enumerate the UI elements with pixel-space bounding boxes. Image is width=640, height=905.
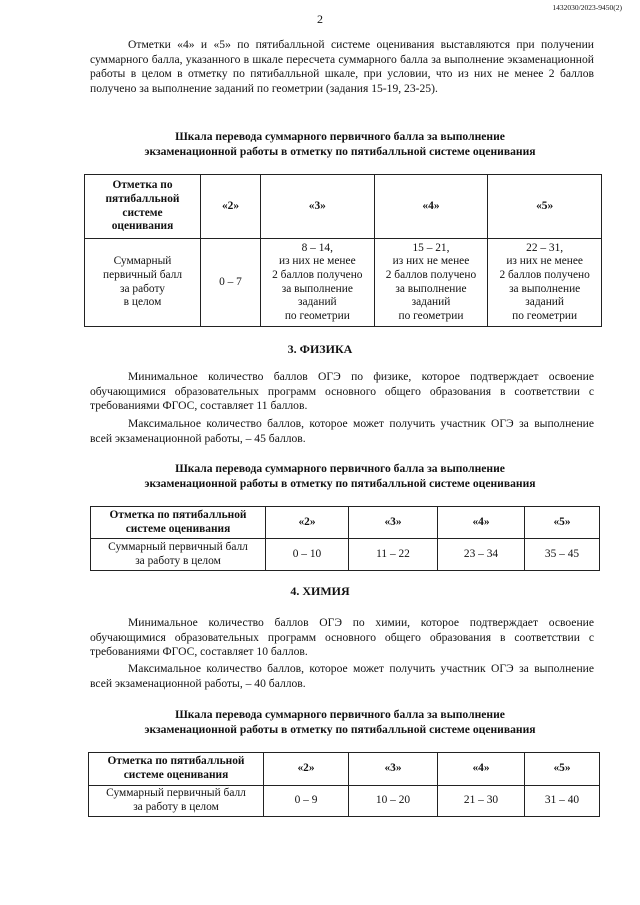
- grade-4-range: 23 – 34: [438, 539, 525, 571]
- range-line: заданий: [297, 296, 337, 309]
- score-label-cell: [89, 786, 264, 817]
- physics-max-paragraph: Максимальное количество баллов, которое может получить участник ОГЭ за выполнение всей экзаменационной работы, – 45 баллов.: [90, 417, 594, 445]
- grade-5-header: «5»: [525, 507, 600, 539]
- grade-2-range: 0 – 7: [201, 239, 261, 327]
- label-line: оценивания: [111, 220, 174, 233]
- range-line: за выполнение: [509, 282, 581, 295]
- physics-section-title: 3. ФИЗИКА: [287, 342, 353, 356]
- label-line: в целом: [123, 296, 162, 309]
- grade-3-range: 11 – 22: [349, 539, 438, 571]
- page-number: 2: [317, 12, 323, 26]
- physics-min-paragraph: Минимальное количество баллов ОГЭ по физике, которое подтверждает освоение обучающимися образовательных программ основного общего образования в соответствии с требованиями ФГОС, составляет 11 баллов.: [90, 370, 594, 413]
- grade-3-range: 10 – 20: [349, 786, 438, 817]
- grade-2-header: «2»: [264, 753, 349, 786]
- label-line: системе оценивания: [123, 769, 229, 781]
- grade-4-range: [374, 239, 488, 327]
- range-line: по геометрии: [512, 309, 578, 322]
- range-line: заданий: [411, 296, 451, 309]
- grade-5-range: [488, 239, 602, 327]
- chemistry-min-paragraph: Минимальное количество баллов ОГЭ по химии, которое подтверждает освоение обучающимися образовательных программ основного общего образования в соответствии с требованиями ФГОС, составляет 10 баллов.: [90, 616, 594, 659]
- document-registration-number: 1432030/2023-9450(2): [552, 3, 622, 12]
- grade-label-cell: [85, 175, 201, 239]
- label-line: системе оценивания: [125, 522, 231, 535]
- label-line: системе: [122, 206, 163, 219]
- math-scale-heading-line-2: экзаменационной работы в отметку по пятибалльной системе оценивания: [144, 144, 536, 158]
- range-line: 8 – 14,: [301, 241, 333, 254]
- range-line: 2 баллов получено: [385, 268, 477, 281]
- physics-grade-table: [90, 506, 600, 571]
- range-line: за выполнение: [281, 282, 353, 295]
- label-line: за работу в целом: [133, 801, 219, 813]
- grade-2-header: «2»: [201, 175, 261, 239]
- chemistry-grade-table: [88, 752, 600, 817]
- grade-3-header: «3»: [349, 753, 438, 786]
- grade-label-cell: [91, 507, 266, 539]
- range-line: заданий: [525, 296, 564, 309]
- range-line: по геометрии: [398, 309, 464, 322]
- label-line: Отметка по пятибалльной: [109, 508, 247, 521]
- range-line: 2 баллов получено: [272, 268, 363, 281]
- table-row: [85, 175, 602, 239]
- table-row: [89, 786, 600, 817]
- grade-4-header: «4»: [438, 507, 525, 539]
- table-row: [91, 507, 600, 539]
- table-row: [85, 239, 602, 327]
- chemistry-max-paragraph: Максимальное количество баллов, которое может получить участник ОГЭ за выполнение всей экзаменационной работы, – 40 баллов.: [90, 662, 594, 690]
- grade-3-header: «3»: [349, 507, 438, 539]
- range-line: из них не менее: [392, 255, 470, 268]
- table-row: [89, 753, 600, 786]
- range-line: 2 баллов получено: [499, 268, 590, 281]
- physics-scale-heading: [80, 462, 600, 491]
- label-line: Суммарный первичный балл: [108, 540, 248, 553]
- grade-2-range: 0 – 10: [266, 539, 349, 571]
- grade-5-header: «5»: [525, 753, 600, 786]
- label-line: за работу: [119, 282, 166, 295]
- chemistry-section-title: 4. ХИМИЯ: [290, 584, 350, 598]
- math-scale-heading: [80, 130, 600, 159]
- range-line: из них не менее: [506, 255, 583, 268]
- label-line: пятибалльной: [105, 192, 180, 205]
- grade-4-header: «4»: [374, 175, 488, 239]
- range-line: за выполнение: [395, 282, 467, 295]
- grade-3-header: «3»: [260, 175, 374, 239]
- physics-scale-heading-line-2: экзаменационной работы в отметку по пятибалльной системе оценивания: [144, 476, 536, 490]
- table-row: [91, 539, 600, 571]
- label-line: Отметка по: [112, 179, 173, 192]
- grade-5-range: 31 – 40: [525, 786, 600, 817]
- physics-scale-heading-line-1: Шкала перевода суммарного первичного балла за выполнение: [175, 462, 505, 475]
- label-line: первичный балл: [102, 268, 183, 281]
- label-line: за работу в целом: [135, 554, 221, 567]
- grade-2-header: «2»: [266, 507, 349, 539]
- grade-4-range: 21 – 30: [438, 786, 525, 817]
- range-line: 22 – 31,: [526, 241, 564, 254]
- math-scale-heading-line-1: Шкала перевода суммарного первичного балла за выполнение: [175, 130, 505, 143]
- range-line: из них не менее: [278, 255, 356, 268]
- grade-5-range: 35 – 45: [525, 539, 600, 571]
- intro-paragraph: Отметки «4» и «5» по пятибалльной системе оценивания выставляются при получении суммарного балла, указанного в шкале пересчета суммарного балла за выполнение экзаменационной работы в целом в отметку по пятибалльной шкале, при условии, что из них не менее 2 баллов получено за выполнение заданий по геометрии (задания 15-19, 23-25).: [90, 38, 594, 95]
- grade-2-range: 0 – 9: [264, 786, 349, 817]
- grade-5-header: «5»: [488, 175, 602, 239]
- score-label-cell: [91, 539, 266, 571]
- chemistry-scale-heading-line-1: Шкала перевода суммарного первичного балла за выполнение: [175, 708, 505, 721]
- chemistry-scale-heading: [80, 708, 600, 737]
- label-line: Суммарный: [113, 255, 172, 268]
- score-label-cell: [85, 239, 201, 327]
- label-line: Отметка по пятибалльной: [107, 755, 245, 768]
- range-line: 15 – 21,: [412, 241, 450, 254]
- chemistry-scale-heading-line-2: экзаменационной работы в отметку по пятибалльной системе оценивания: [144, 722, 536, 736]
- grade-3-range: [260, 239, 374, 327]
- grade-label-cell: [89, 753, 264, 786]
- grade-4-header: «4»: [438, 753, 525, 786]
- math-grade-table: [84, 174, 602, 327]
- range-line: по геометрии: [284, 309, 350, 322]
- label-line: Суммарный первичный балл: [106, 787, 246, 800]
